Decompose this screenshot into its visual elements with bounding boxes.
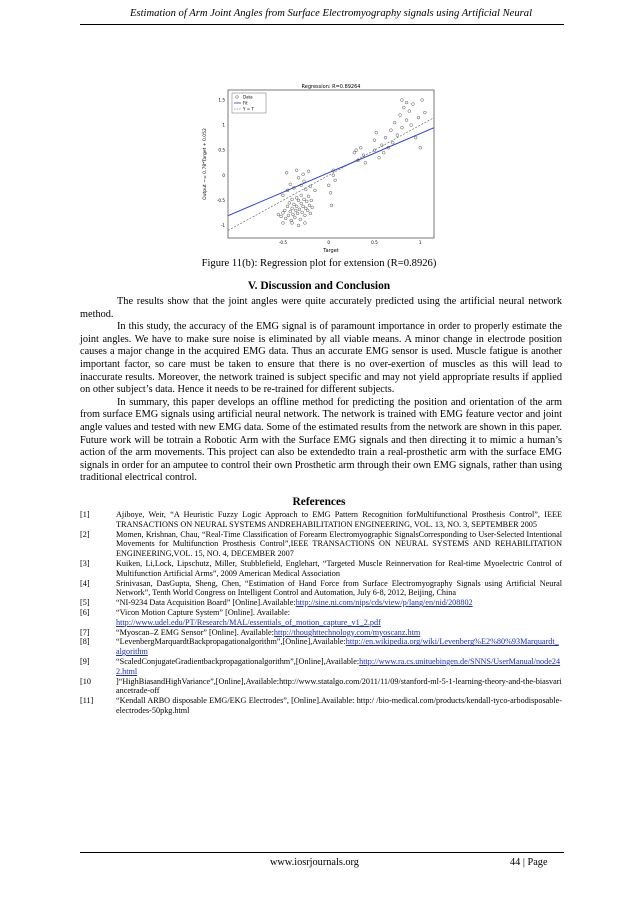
x-tick-label: 0: [327, 240, 331, 245]
section-title: V. Discussion and Conclusion: [247, 280, 391, 292]
x-tick-label: -0.5: [278, 240, 288, 245]
chart-title: Regression: R=0.89264: [301, 84, 361, 90]
reference-item: [80, 696, 562, 716]
reference-text: “Kendall ARBO disposable EMG/EKG Electrodes”, [Online].Available: http:/ /bio-medical.com/products/kendall-tyco-arbodisposable-electrodes-50pkg.html: [116, 696, 562, 715]
reference-number: [3]: [80, 558, 90, 568]
legend-identity-label: Y = T: [243, 106, 254, 112]
reference-text: “ScaledConjugateGradientbackpropagationalgorithm”,[Online],Available:http://www.ra.cs.unituebingen.de/SNNS/UserManual/node242.html: [116, 656, 561, 676]
footer-rule: [80, 852, 564, 853]
reference-text: ]“HighBiasandHighVariance”,[Online],Available:http://www.statalgo.com/2011/11/09/stanford-ml-5-1-learning-theory-and-the-biasvariancetrade-off: [116, 676, 562, 696]
reference-item: [80, 598, 562, 608]
reference-item: [80, 559, 562, 579]
legend-fit-label: Fit: [243, 100, 248, 106]
y-tick-label: 1.5: [218, 97, 225, 103]
reference-text: “NI-9234 Data Acquisition Board” [Online].Available:http://sine.ni.com/nips/cds/view/p/lang/en/nid/208802: [116, 598, 473, 608]
reference-number: [5]: [80, 598, 90, 608]
references-title: References: [292, 496, 346, 508]
reference-number: [7]: [80, 627, 90, 637]
y-tick-label: 0: [222, 172, 225, 178]
references-list: [80, 510, 562, 716]
y-tick-label: -0.5: [216, 197, 225, 203]
legend-data-label: Data: [243, 94, 253, 100]
reference-number: [2]: [80, 529, 90, 539]
running-header: Estimation of Arm Joint Angles from Surface Electromyography signals using Artificial Neural: [129, 8, 533, 19]
reference-text: Srinivasan, DasGupta, Sheng, Chen, “Estimation of Hand Force from Surface Electromyography Signals using Artificial Neural Network”, Tenth World Congress on Intelligent Control and Automation, July 6-8, 2012, Beijing, China: [116, 578, 562, 598]
reference-item: [80, 530, 562, 559]
reference-number: [1]: [80, 510, 90, 519]
reference-text: Momen, Krishnan, Chau, “Real-Time Classification of Forearm Electromyographic SignalsCorresponding to User-Selected Intentional Movements for Multifunction Prosthesis Control”,IEEE TRANSACTIONS ON NEURAL SYSTEMS AND REHABILITATION ENGINEERING,VOL. 15, NO. 4, DECEMBER 2007: [116, 529, 562, 559]
reference-link[interactable]: http://thoughttechnology.com/myoscanz.htm: [273, 627, 421, 637]
reference-item: [80, 628, 562, 638]
header-rule: [80, 24, 564, 25]
reference-number: [4]: [80, 578, 90, 588]
paragraph: In summary, this paper develops an offline method for predicting the position and orientation of the arm from surface EMG signals using artificial neural network. The network is trained with EMG feature vector and joint angle values and tested with new EMG data. Some of the estimated results from the network are shown in this paper. Future work will be totrain a Robotic Arm with the Surface EMG signals and then directing it to mimic a human’s action of the arm movements. This project can also be extendedto train a real-prosthetic arm with the surface EMG signals in order for an amputee to control their own Prosthetic arm through their own EMG signals, rather than using traditional electrical control.: [80, 396, 562, 484]
footer-website: www.iosrjournals.org: [270, 857, 359, 868]
reference-item: [80, 608, 562, 628]
reference-item: [80, 657, 562, 677]
y-axis-label: Output ~= 0.78*Target + 0.052: [203, 128, 208, 200]
paragraph: In this study, the accuracy of the EMG signal is of paramount importance in order to properly estimate the joint angles. We have to make sure noise is eliminated by all viable means. A minor change in electrode position causes a major change in the acquired EMG data. Thus an accurate EMG sensor is used. Muscle fatigue is another important factor, so care must be taken to ensure that there is no over-exertion of muscles as this will lead to inaccurate results. Moreover, the network trained is subject specific and may not yield appropriate results if applied on other subject’s data. Hence it needs to be re-trained for different subjects.: [80, 321, 562, 396]
reference-text: “Myoscan–Z EMG Sensor” [Online]. Available:http://thoughttechnology.com/myoscanz.htm: [116, 627, 421, 637]
reference-item: [80, 579, 562, 599]
reference-text: Kuiken, Li,Lock, Lipschutz, Miller, Stubblefield, Englehart, “Targeted Muscle Reinnervation for Real-time Myoelectric Control of Multifunction Artificial Arms”, 2009 American Medical Association: [116, 558, 562, 578]
reference-link[interactable]: http://www.udel.edu/PT/Research/MAL/essentials_of_motion_capture_v1_2.pdf: [116, 617, 381, 627]
reference-item: [80, 510, 562, 530]
reference-number: [10: [80, 676, 91, 686]
reference-text: “Vicon Motion Capture System” [Online]. Available: http://www.udel.edu/PT/Research/MAL/essentials_of_motion_capture_v1_2.pdf: [116, 607, 381, 627]
legend: [232, 93, 266, 113]
y-tick-label: 1: [222, 122, 225, 128]
regression-plot: [200, 80, 440, 256]
section-body: [80, 296, 562, 485]
y-tick-label: 0.5: [218, 147, 225, 153]
regression-figure: [200, 80, 440, 256]
reference-item: [80, 677, 562, 697]
figure-caption: Figure 11(b): Regression plot for extension (R=0.8926): [201, 258, 437, 269]
reference-number: [8]: [80, 637, 90, 647]
x-axis-label: Target: [323, 248, 339, 254]
x-tick-label: 0.5: [371, 240, 378, 245]
reference-number: [11]: [80, 696, 94, 706]
reference-link[interactable]: http://www.ra.cs.unituebingen.de/SNNS/UserManual/node242.html: [116, 656, 561, 676]
reference-item: [80, 637, 562, 657]
paragraph: The results show that the joint angles were quite accurately predicted using the artificial neural network method.: [80, 296, 562, 320]
reference-text: Ajiboye, Weir, “A Heuristic Fuzzy Logic Approach to EMG Pattern Recognition forMultifunctional Prosthesis Control”, IEEE TRANSACTIONS ON NEURAL SYSTEMS ANDREHABILITATION ENGINEERING, VOL. 13, NO. 3, SEPTEMBER 2005: [116, 510, 562, 529]
reference-text: “LevenbergMarquardtBackpropagationalgorithm”,[Online],Available:http://en.wikipedia.org/wiki/Levenberg%E2%80%93Marquardt_algorithm: [116, 637, 559, 657]
x-tick-label: 1: [418, 240, 422, 245]
y-tick-label: -1: [220, 222, 225, 228]
reference-link[interactable]: http://en.wikipedia.org/wiki/Levenberg%E2%80%93Marquardt_algorithm: [116, 637, 559, 657]
reference-number: [6]: [80, 607, 90, 617]
reference-number: [9]: [80, 656, 90, 666]
reference-link[interactable]: http://sine.ni.com/nips/cds/view/p/lang/en/nid/208802: [295, 598, 473, 608]
footer-page-number: 44 | Page: [510, 857, 548, 868]
